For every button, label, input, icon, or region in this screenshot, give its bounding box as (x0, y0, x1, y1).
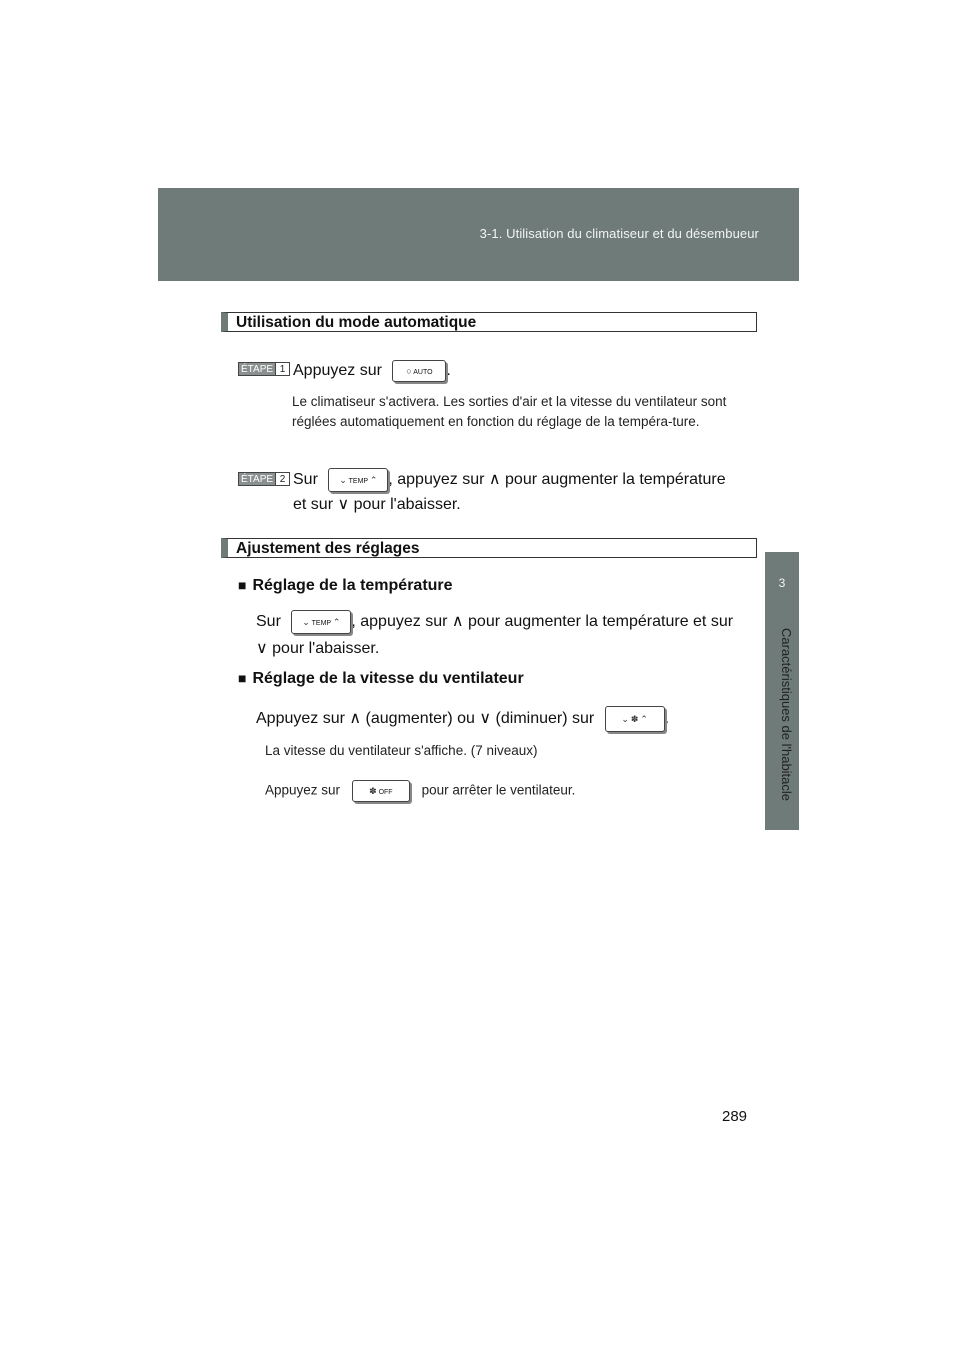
fan-post: . (664, 710, 670, 728)
temp-line2: ∨ pour l'abaisser. (256, 640, 380, 657)
chevron-down-icon: ⌄ (302, 617, 310, 627)
step-1-pre: Appuyez sur (293, 362, 382, 380)
fan-button-image (605, 706, 665, 732)
fan-text (256, 706, 669, 732)
fan-note-2-pre: Appuyez sur (265, 782, 341, 798)
square-bullet-icon: ■ (238, 577, 247, 593)
temp-subheading: ■ Réglage de la température (238, 577, 453, 594)
fan-off-button-image (352, 780, 410, 802)
step-word: ÉTAPE (241, 474, 274, 485)
temp-pre: Sur (256, 613, 281, 631)
step-1-label (238, 362, 290, 376)
step-2-pre: Sur (293, 471, 318, 489)
fan-note-2-post: pour arrêter le ventilateur. (421, 782, 576, 798)
chapter-label: Caractéristiques de l'habitacle (779, 628, 794, 802)
step-number: 2 (275, 473, 289, 485)
auto-button-image (392, 360, 446, 382)
fan-note-1: La vitesse du ventilateur s'affiche. (7 niveaux) (265, 743, 538, 758)
temp-button-image (291, 610, 351, 634)
square-bullet-icon: ■ (238, 670, 247, 686)
fan-icon: ✽ (630, 714, 639, 724)
auto-button-label: AUTO (413, 369, 433, 376)
chevron-up-icon: ⌃ (640, 714, 648, 724)
section-title: 3-1. Utilisation du climatiseur et du désembueur (479, 226, 759, 241)
temp-text (256, 610, 733, 634)
chapter-number: 3 (778, 576, 786, 590)
circle-icon: ○ (406, 366, 412, 376)
chevron-up-icon: ⌃ (332, 617, 341, 627)
temp-button-label: TEMP (348, 478, 368, 485)
chevron-down-icon: ⌄ (339, 475, 347, 485)
fan-subheading: ■ Réglage de la vitesse du ventilateur (238, 670, 524, 687)
fan-note-2 (265, 780, 575, 802)
header-band (158, 188, 799, 281)
chevron-up-icon: ⌃ (369, 475, 378, 485)
temp-button-label: TEMP (311, 620, 331, 627)
heading-auto-mode: Utilisation du mode automatique (221, 312, 757, 332)
fan-icon: ✽ (369, 786, 377, 796)
fan-pre: Appuyez sur ∧ (augmenter) ou ∨ (diminuer) sur (256, 710, 595, 728)
step-2-label (238, 472, 290, 486)
page-number: 289 (722, 1108, 748, 1125)
temp-button-image (328, 468, 388, 492)
step-1-post: . (446, 362, 451, 380)
step-2-post: , appuyez sur ∧ pour augmenter la température (388, 471, 726, 489)
chevron-down-icon: ⌄ (621, 714, 629, 724)
step-1-note: Le climatiseur s'activera. Les sorties d'air et la vitesse du ventilateur sont réglées automatiquement en fonction du réglage de la tempéra-ture. (292, 394, 727, 429)
step-2-line2: et sur ∨ pour l'abaisser. (293, 496, 461, 513)
fan-off-label: OFF (378, 789, 393, 796)
temp-post: , appuyez sur ∧ pour augmenter la température et sur (351, 613, 734, 631)
heading-adjustments: Ajustement des réglages (221, 538, 757, 558)
step-number: 1 (275, 363, 289, 375)
step-1-text (293, 360, 451, 382)
step-2-text (293, 468, 726, 492)
step-word: ÉTAPE (241, 364, 274, 375)
